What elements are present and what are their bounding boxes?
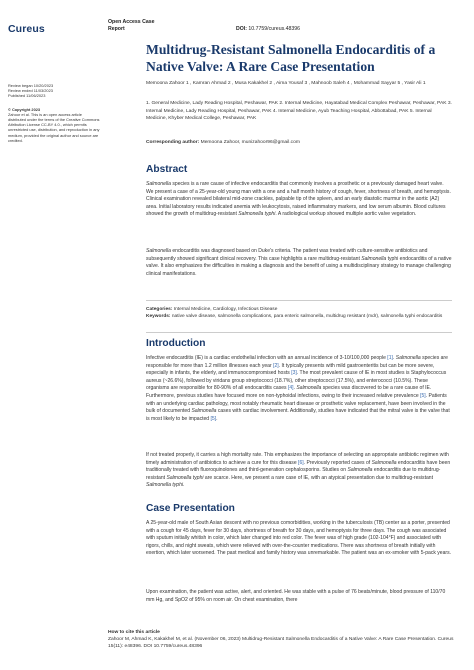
doi-label: DOI:	[236, 26, 247, 32]
divider-top	[146, 300, 452, 301]
case-paragraph-2: Upon examination, the patient was active, alert, and oriented. He was stable with a pulse of 76 beats/minute, blood pressure of 110/70 mm Hg, and SpO2 of 95% on room air. On chest examination, there	[146, 589, 446, 603]
keywords-value: native valve disease, salmonella complications, para enteric salmonella, multidrug resistant (mdr), salmonella typhi endocarditis	[171, 314, 443, 319]
case-heading: Case Presentation	[146, 503, 235, 514]
introduction-paragraph-2	[146, 452, 452, 490]
categories-line	[146, 307, 452, 314]
article-type	[108, 19, 178, 33]
abstract-paragraph-1	[146, 181, 452, 219]
keywords-label: Keywords:	[146, 314, 171, 319]
copyright-label: © Copyright 2023	[8, 106, 41, 112]
sidebar	[8, 83, 100, 143]
corresponding-value: Memoona Zahoor, munizahoor96@gmail.com	[200, 140, 300, 145]
intro-p2-italic: Salmonella	[371, 459, 397, 466]
keywords-line	[146, 314, 452, 321]
intro-p1-d: . It typically presents with mild gastroenteritis but can be more severe, especially in infants, the elderly, and immunocompromised hosts	[146, 362, 435, 377]
intro-p1-b: .	[392, 355, 396, 361]
abstract-p1-italic: Salmonella typhi	[238, 211, 276, 218]
copyright-text: Zahoor et al. This is an open access article distributed under the terms of the Creative Commons Attribution License CC-BY 4.0., which permits unrestricted use, distribution, and reproduction in any medium, provided the original author and source are credited.	[8, 111, 100, 143]
intro-p2-b: . Previously reported cases of	[303, 459, 372, 466]
intro-p1-italic-3: Salmonella	[191, 408, 217, 415]
reference-link[interactable]: [5]	[210, 415, 217, 422]
reference-link[interactable]: [3]	[291, 370, 297, 377]
abstract-p2-text-a: endocarditis was diagnosed based on Duke's criteria. The patient was treated with culture-sensitive antibiotics and subsequently showed significant clinical recovery. This case highlights a rare multidrug-resistant	[146, 248, 428, 262]
intro-p2-e: are scarce. Here, we present a rare case of IE, with an atypical presentation due to multidrug-resistant	[203, 474, 433, 481]
abstract-p1-text-a: species is a rare cause of infective endocarditis that commonly involves a prosthetic or a previously damaged heart valve. We present a case of a 25-year-old young man with a one and a half month history of cough, fever, shortness of breath, and hemoptysis. Clinical examination revealed bilateral mid-zone crackles, palpable tip of the spleen, and an early diastolic murmur in the aortic (A2) area. Initial laboratory results indicated anemia with leukocytosis, raised inflammatory markers, and low serum albumin. Blood cultures showed the growth of multidrug-resistant	[146, 181, 451, 218]
article-type-line2: Report	[108, 26, 125, 32]
cite-label: How to cite this article	[108, 630, 160, 635]
abstract-paragraph-2	[146, 248, 452, 278]
copyright	[8, 107, 100, 143]
author-list: Memoona Zahoor 1 , Kamran Ahmad 2 , Musa Kakakhel 2 , Aima Yousaf 3 , Mahnoob Saleh 4 , Mohammad Sayyar 5 , Yasir Ali 1	[146, 81, 426, 86]
reference-link[interactable]: [1]	[387, 355, 393, 361]
review-ended: Review ended 11/03/2023	[8, 88, 53, 94]
reference-link[interactable]: [6]	[298, 459, 304, 466]
intro-p1-h: . Patients with an underlying cardiac pathology, most notably rheumatic heart disease or prosthetic valve replacement, have been involved in the bulk of documented	[146, 392, 447, 415]
case-paragraph-1: A 25-year-old male of South Asian descent with no previous comorbidities, working in the tuberculosis (TB) center as a porter, presented with a cough for 45 days, fever for 30 days, shortness of breath for 30 days, and hemoptysis for three days. The cough was associated with sputum initially whitish in color, which later changed into red color. The fever was of high grade (102-104°F) and associated with rigors, chills, and night sweats, which were relieved with over-the-counter medications. There was shortness of breath initially with exertion, which later worsened. The past medical and family history was unremarkable. The patient was an ex-smoker with 5-pack years.	[146, 520, 452, 557]
review-began: Review began 10/20/2023	[8, 83, 54, 88]
abstract-p2-italic: Salmonella	[361, 255, 387, 262]
intro-p1-j: .	[216, 415, 218, 422]
reference-link[interactable]: [5]	[420, 392, 426, 399]
intro-p1-f: .	[293, 385, 297, 392]
article-title: Multidrug-Resistant Salmonella Endocarditis of a Native Valve: A Rare Case Presentation	[146, 42, 436, 74]
intro-p1-i: cases with cardiac involvement. Additionally, studies have indicated that the mitral valve is the valve that is most likely to be impacted	[146, 408, 450, 422]
categories-label: Categories:	[146, 307, 173, 312]
intro-p2-italic-2: Salmonella	[347, 467, 373, 474]
intro-p1-c: species are responsible for more than 1.2 million illnesses each year	[146, 355, 448, 369]
how-to-cite	[108, 630, 458, 650]
corresponding-label: Corresponding author:	[146, 140, 200, 145]
intro-p2-f: .	[183, 482, 185, 489]
intro-p2-d: endocarditis due to multidrug-resistant	[146, 467, 441, 481]
intro-p2-italic-4: Salmonella typhi	[146, 482, 184, 489]
reference-link[interactable]: [4]	[287, 385, 294, 392]
cite-text: Zahoor M, Ahmad K, Kakakhel M, et al. (November 06, 2023) Multidrug-Resistant Salmonella Endocarditis of a Native Valve: A Rare Case Presentation. Cureus 15(11): e48396. DOI 10.7759/cureus.48396	[108, 636, 454, 649]
abstract-heading: Abstract	[146, 164, 188, 175]
intro-p1-italic: Salmonella	[395, 355, 421, 361]
doi	[236, 26, 300, 32]
affiliations: 1. General Medicine, Lady Reading Hospital, Peshawar, PAK 2. Internal Medicine, Hayatabad Medical Complex Peshawar, Peshawar, PAK 3. Internal Medicine, Lady Reading Hospital, Peshawar, PAK 4. Internal Medicine, Ayub Teaching Hospital, Abbottabad, PAK 5. Internal Medicine, Khyber Medical College, Peshawar, PAK	[146, 101, 452, 121]
intro-p2-italic-3: Salmonella typhi	[166, 474, 204, 481]
journal-logo: Cureus	[8, 23, 45, 35]
reference-link[interactable]: [2]	[273, 362, 279, 369]
abstract-p2-text-b: typhi endocarditis of a native valve. It also emphasizes the difficulties in making a diagnosis and the benefit of using a multidisciplinary strategy to manage challenging clinical manifestations.	[146, 255, 452, 277]
introduction-heading: Introduction	[146, 338, 206, 349]
article-type-line1: Open Access Case	[108, 19, 155, 25]
divider-bottom	[146, 332, 452, 333]
doi-value[interactable]: 10.7759/cureus.48396	[248, 26, 301, 32]
review-dates	[8, 83, 100, 99]
corresponding-author	[146, 140, 452, 145]
intro-p2-a: If not treated properly, it carries a high mortality rate. This emphasizes the importance of selecting an appropriate antibiotic regimen with timely administration of antibiotics to achieve a cure for this disease	[146, 452, 449, 466]
intro-p1-a: Infective endocarditis (IE) is a cardiac endothelial infection with an annual incidence of 3-10/100,000 people	[146, 355, 388, 361]
abstract-p1-text-b: . A radiological workup showed multiple aortic valve vegetation.	[275, 211, 417, 218]
intro-p2-c: endocarditis have been traditionally treated with fluoroquinolones and third-generation cephalosporins. Studies on	[146, 459, 451, 474]
abstract-p1-lead: Salmonella	[146, 181, 171, 187]
published-date: Published 11/06/2023	[8, 93, 46, 99]
intro-p1-italic-2: Salmonella	[296, 385, 322, 392]
intro-p1-e: . The most prevalent cause of IE in most studies is Staphylococcus aureus (~26.6%), followed by viridans group streptococci (18.7%), other streptococci (17.5%), and enterococci (10.5%). These organisms are responsible for 80-90% of all endocarditis cases	[146, 370, 447, 392]
categories-value: Internal Medicine, Cardiology, Infectious Disease	[173, 307, 278, 312]
introduction-paragraph-1	[146, 355, 452, 423]
abstract-p2-lead: Salmonella	[146, 248, 171, 254]
intro-p1-g: species was discovered to be a rare cause of IE. Furthermore, previous studies have focused more on non-typhoidal infections, owing to their increased relative prevalence	[146, 385, 432, 399]
